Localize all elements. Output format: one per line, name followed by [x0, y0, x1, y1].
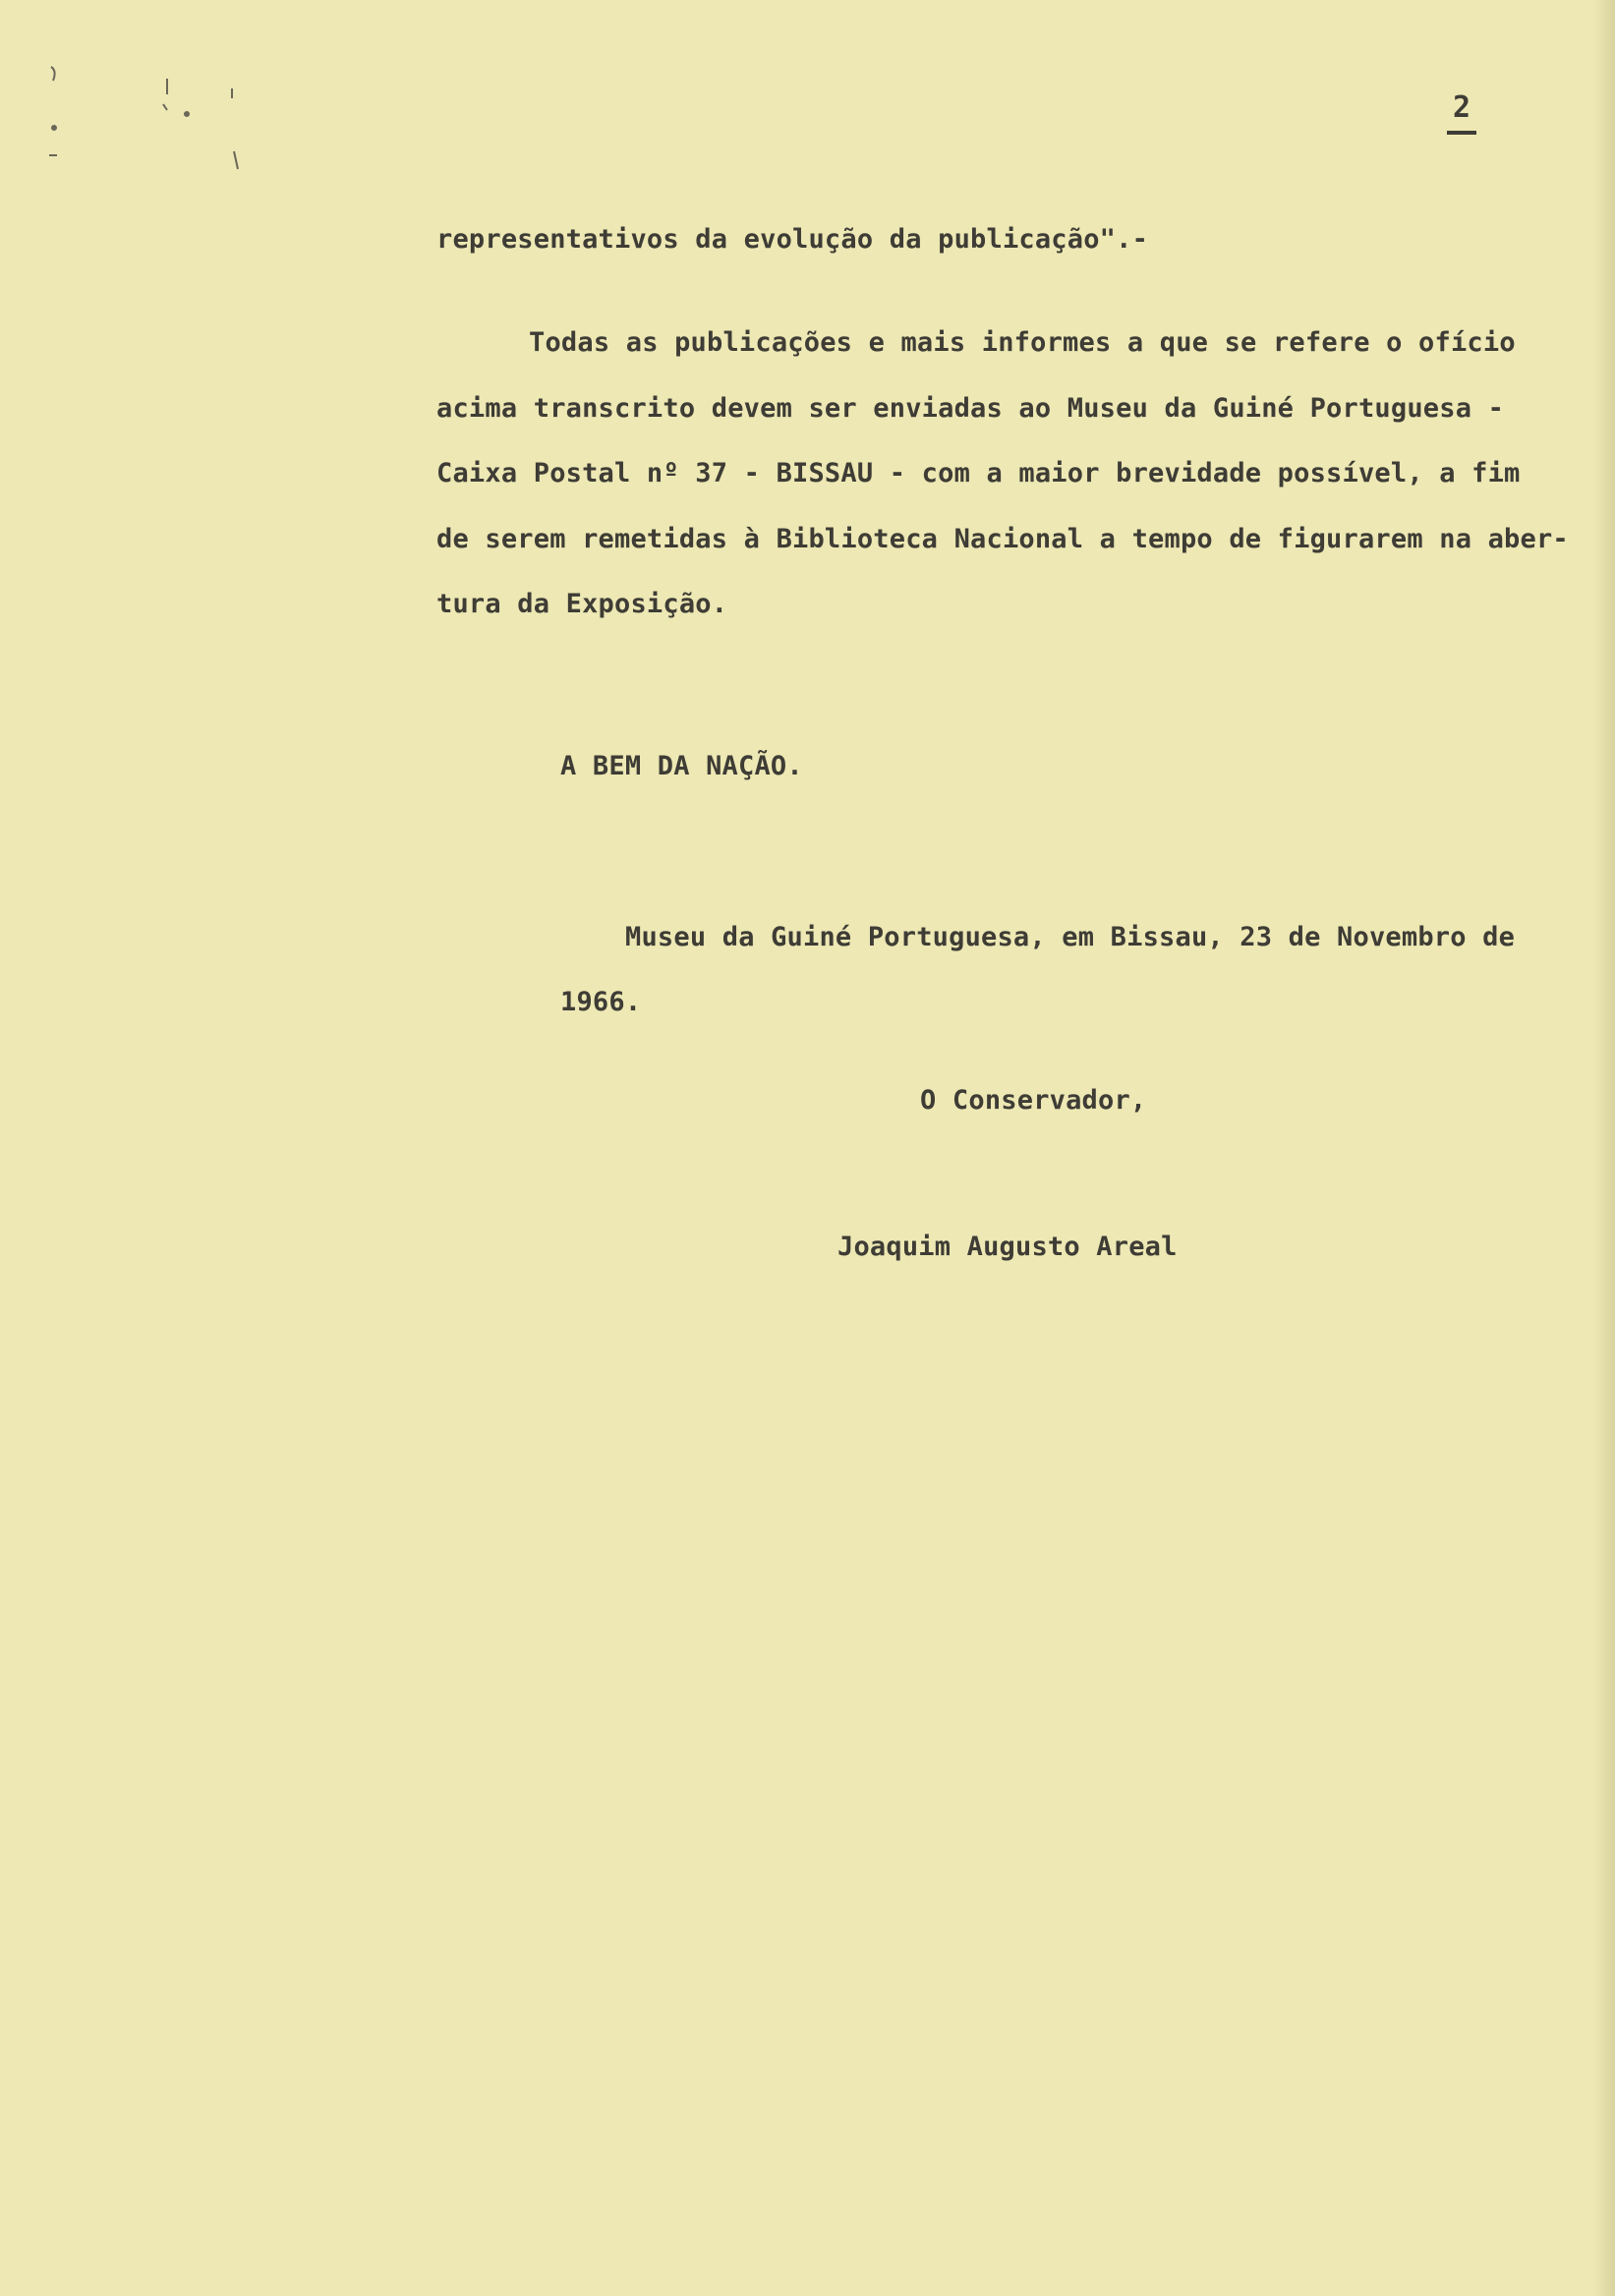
- page-edge-shadow: [1593, 0, 1615, 2296]
- closing-salutation: A BEM DA NAÇÃO.: [560, 751, 803, 781]
- signatory-name: Joaquim Augusto Areal: [837, 1232, 1178, 1262]
- place-date-line: 1966.: [560, 987, 642, 1017]
- margin-marks: [39, 59, 256, 187]
- letter-line: representativos da evolução da publicação".-: [436, 224, 1149, 255]
- place-date-line: Museu da Guiné Portuguesa, em Bissau, 23 de Novembro de: [625, 922, 1516, 952]
- letter-line: acima transcrito devem ser enviadas ao Museu da Guiné Portuguesa -: [436, 393, 1505, 424]
- letter-line: Todas as publicações e mais informes a que se refere o ofício: [529, 327, 1516, 358]
- letter-line: de serem remetidas à Biblioteca Nacional a tempo de figurarem na aber-: [436, 524, 1569, 554]
- letter-line: Caixa Postal nº 37 - BISSAU - com a maior brevidade possível, a fim: [436, 458, 1521, 488]
- letter-line: tura da Exposição.: [436, 589, 728, 619]
- signature-title: O Conservador,: [920, 1085, 1147, 1116]
- page-number: 2: [1447, 90, 1476, 135]
